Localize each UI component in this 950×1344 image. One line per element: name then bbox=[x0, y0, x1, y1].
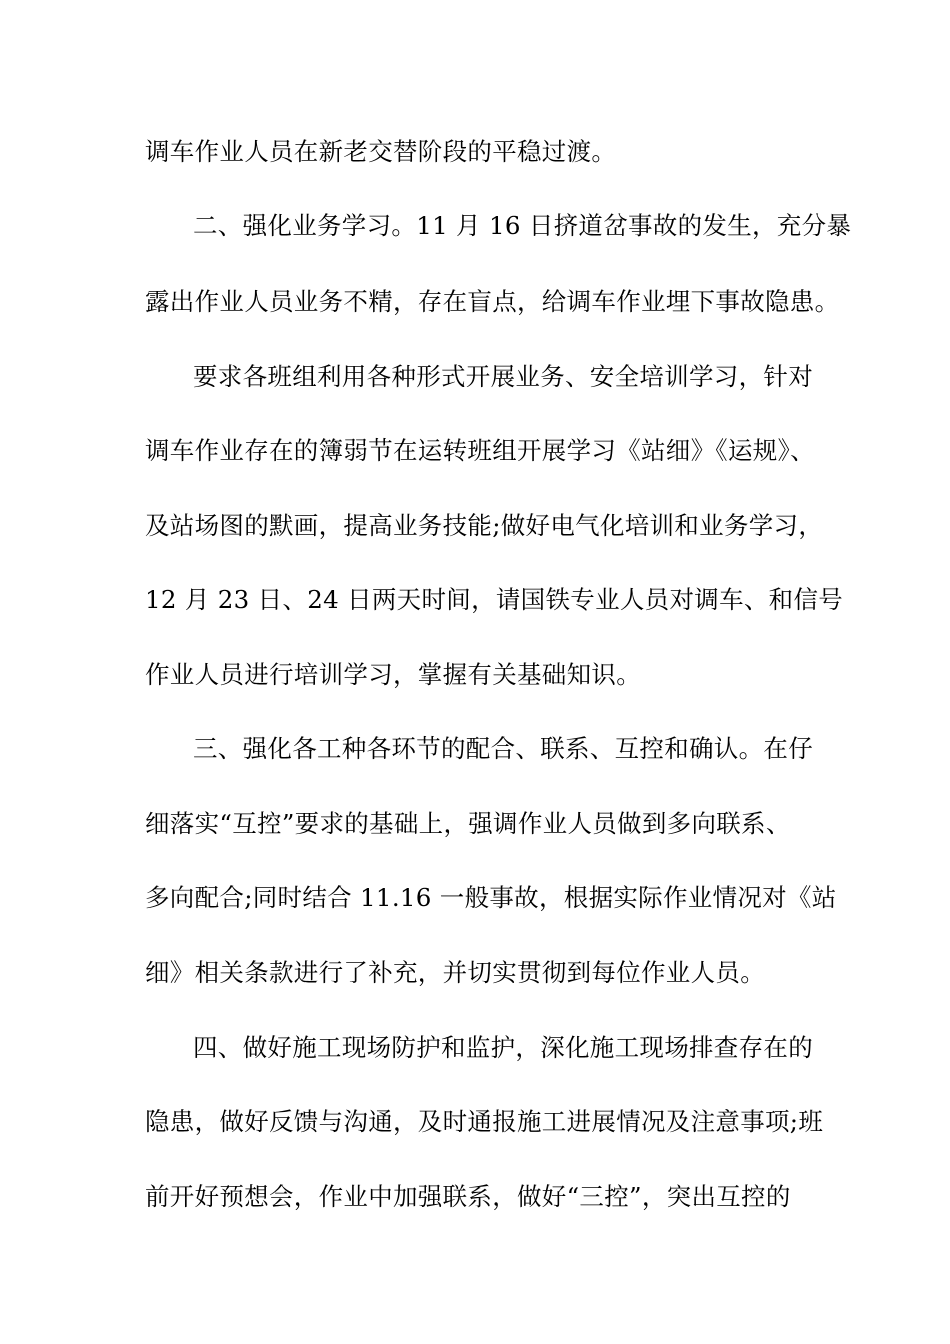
text-line-4: 要求各班组利用各种形式开展业务、安全培训学习，针对 bbox=[193, 362, 813, 391]
text-line-10: 细落实“互控”要求的基础上，强调作业人员做到多向联系、 bbox=[145, 809, 791, 838]
text-line-2: 二、强化业务学习。11 月 16 日挤道岔事故的发生，充分暴 bbox=[193, 211, 852, 240]
text-line-13: 四、做好施工现场防护和监护，深化施工现场排查存在的 bbox=[193, 1033, 813, 1062]
text-line-5: 调车作业存在的簿弱节在运转班组开展学习《站细》《运规》、 bbox=[145, 436, 815, 465]
text-line-1: 调车作业人员在新老交替阶段的平稳过渡。 bbox=[145, 137, 617, 166]
text-line-3: 露出作业人员业务不精，存在盲点，给调车作业埋下事故隐患。 bbox=[145, 287, 840, 316]
text-line-9: 三、强化各工种各环节的配合、联系、互控和确认。在仔 bbox=[193, 734, 813, 763]
text-line-8: 作业人员进行培训学习，掌握有关基础知识。 bbox=[145, 660, 641, 689]
text-line-11: 多向配合;同时结合 11.16 一般事故，根据实际作业情况对《站 bbox=[145, 883, 837, 912]
text-line-7: 12 月 23 日、24 日两天时间，请国铁专业人员对调车、和信号 bbox=[145, 585, 844, 614]
text-line-15: 前开好预想会，作业中加强联系，做好“三控”，突出互控的 bbox=[145, 1182, 791, 1211]
text-line-12: 细》相关条款进行了补充，并切实贯彻到每位作业人员。 bbox=[145, 958, 765, 987]
text-line-6: 及站场图的默画，提高业务技能;做好电气化培训和业务学习， bbox=[145, 511, 824, 540]
text-line-14: 隐患，做好反馈与沟通，及时通报施工进展情况及注意事项;班 bbox=[145, 1107, 824, 1136]
